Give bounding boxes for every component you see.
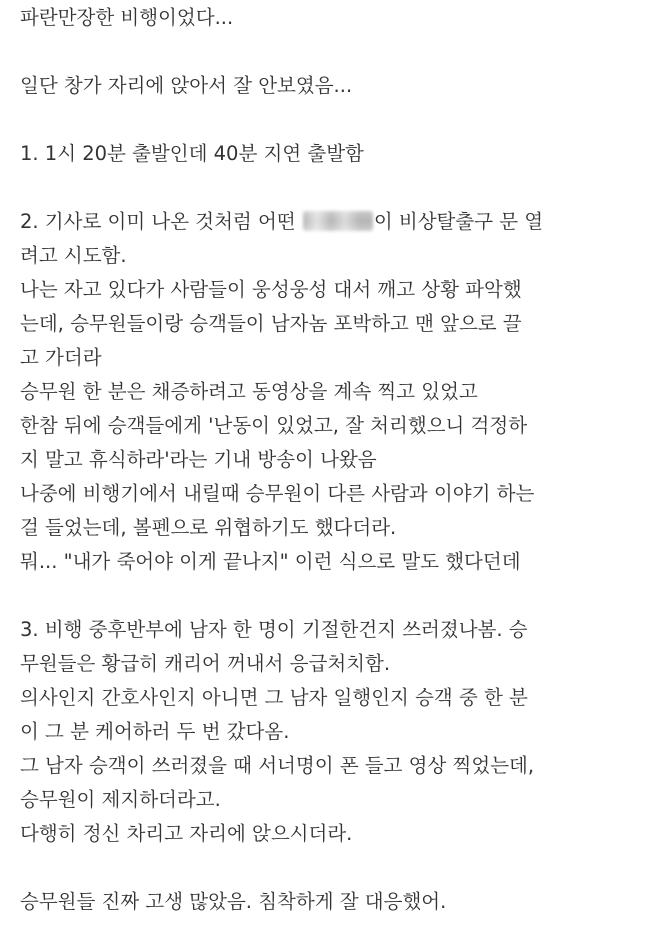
post-body xyxy=(20,0,660,919)
paragraph-gap xyxy=(20,103,660,137)
text-segment: 2. 기사로 이미 나온 것처럼 어떤 xyxy=(20,210,302,233)
text-line: 의사인지 간호사인지 아니면 그 남자 일행인지 승객 중 한 분 xyxy=(20,686,528,709)
text-line: 지 말고 휴식하라'라는 기내 방송이 나왔음 xyxy=(20,448,377,471)
text-line: 파란만장한 비행이었다... xyxy=(20,6,234,29)
text-line: 는데, 승무원들이랑 승객들이 남자놈 포박하고 맨 앞으로 끌 xyxy=(20,312,522,335)
text-line: 이 그 분 케어하러 두 번 갔다옴. xyxy=(20,720,290,743)
text-line: 나는 자고 있다가 사람들이 웅성웅성 대서 깨고 상황 파악했 xyxy=(20,278,522,301)
text-line: 승무원이 제지하더라고. xyxy=(20,788,221,811)
text-line: 무원들은 황급히 캐리어 꺼내서 응급처치함. xyxy=(20,652,391,675)
text-line: 1. 1시 20분 출발인데 40분 지연 출발함 xyxy=(20,142,364,165)
text-line: 뭐... "내가 죽어야 이게 끝나지" 이런 식으로 말도 했다던데 xyxy=(20,550,521,573)
censored-blur xyxy=(303,211,373,231)
paragraph-gap xyxy=(20,851,660,885)
paragraph-gap xyxy=(20,35,660,69)
text-segment: 이 비상탈출구 문 열 xyxy=(373,210,544,233)
text-line: 나중에 비행기에서 내릴때 승무원이 다른 사람과 이야기 하는 xyxy=(20,482,535,505)
text-line: 3. 비행 중후반부에 남자 한 명이 기절한건지 쓰러졌나봄. 승 xyxy=(20,618,528,641)
text-line: 다행히 정신 차리고 자리에 앉으시더라. xyxy=(20,822,353,845)
text-line: 승무원들 진짜 고생 많았음. 침착하게 잘 대응했어. xyxy=(20,890,447,913)
text-line xyxy=(20,205,660,239)
text-line: 일단 창가 자리에 앉아서 잘 안보였음... xyxy=(20,74,353,97)
paragraph-gap xyxy=(20,579,660,613)
text-line: 한참 뒤에 승객들에게 '난동이 있었고, 잘 처리했으니 걱정하 xyxy=(20,414,528,437)
text-line: 걸 들었는데, 볼펜으로 위협하기도 했다더라. xyxy=(20,516,397,539)
text-line: 고 가더라 xyxy=(20,346,102,369)
text-line: 그 남자 승객이 쓰러졌을 때 서너명이 폰 들고 영상 찍었는데, xyxy=(20,754,535,777)
text-line: 려고 시도함. xyxy=(20,244,127,267)
text-line: 승무원 한 분은 채증하려고 동영상을 계속 찍고 있었고 xyxy=(20,380,478,403)
paragraph-gap xyxy=(20,171,660,205)
